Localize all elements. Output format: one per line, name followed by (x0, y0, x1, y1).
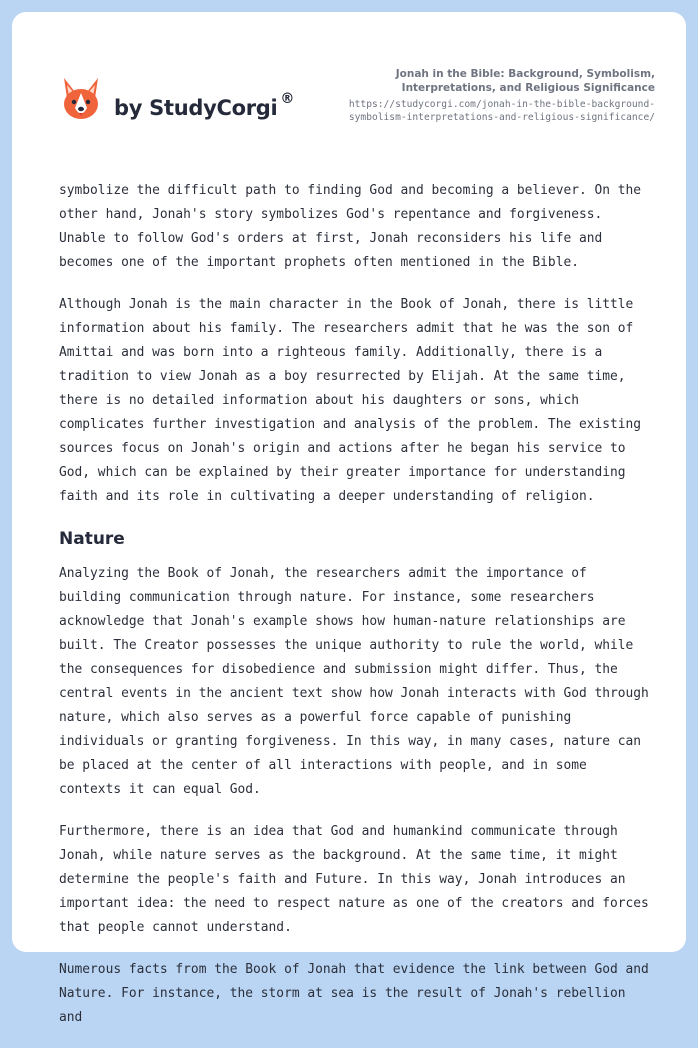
document-url-line-1[interactable]: https://studycorgi.com/jonah-in-the-bible-background- (348, 99, 655, 110)
paragraph: Numerous facts from the Book of Jonah that evidence the link between God and Nature. For instance, the storm at sea is the result of Jonah's rebellion and (59, 962, 649, 1025)
page-header (12, 12, 686, 162)
document-url-line-2[interactable]: symbolism-interpretations-and-religious-significance/ (348, 112, 655, 123)
brand-name (114, 91, 295, 120)
paragraph: Furthermore, there is an idea that God and humankind communicate through Jonah, while nature serves as the background. At the same time, it might determine the people's faith and Future. In this way, Jonah introduces an important idea: the need to respect nature as one of the creators and forces that people cannot understand. (59, 824, 649, 935)
registered-mark: ® (280, 91, 295, 107)
paragraph: Analyzing the Book of Jonah, the researchers admit the importance of building communication through nature. For instance, some researchers acknowledge that Jonah's example shows how human-nature relationships are built. The Creator possesses the unique authority to rule the world, while the consequences for disobedience and submission might differ. Thus, the central events in the ancient text show how Jonah interacts with God through nature, which also serves as a powerful force capable of punishing individuals or granting forgiveness. In this way, in many cases, nature can be placed at the center of all interactions with people, and in some contexts it can equal God. (59, 566, 649, 797)
document-url[interactable] (325, 98, 655, 124)
section-heading: Nature (59, 529, 125, 549)
document-title-line-1: Jonah in the Bible: Background, Symbolism, (395, 68, 655, 80)
brand-text: by StudyCorgi (114, 96, 278, 120)
paragraph: symbolize the difficult path to finding God and becoming a believer. On the other hand, Jonah's story symbolizes God's repentance and forgiveness. Unable to follow God's orders at first, Jonah reconsiders his life and becomes one of the important prophets often mentioned in the Bible. (59, 183, 642, 270)
paragraph: Although Jonah is the main character in the Book of Jonah, there is little information about his family. The researchers admit that he was the son of Amittai and was born into a righteous family. Additionally, there is a tradition to view Jonah as a boy resurrected by Elijah. At the same time, there is no detailed information about his daughters or sons, which complicates further investigation and analysis of the problem. The existing sources focus on Jonah's origin and actions after he began his service to God, which can be explained by their greater importance for understanding faith and its role in cultivating a deeper understanding of religion. (59, 297, 642, 504)
document-title (325, 67, 655, 95)
corgi-logo-icon (60, 76, 102, 122)
document-meta (325, 67, 655, 124)
article-body (59, 179, 655, 1048)
document-page (12, 12, 686, 1025)
document-title-line-2: Interpretations, and Religious Significance (401, 82, 655, 94)
